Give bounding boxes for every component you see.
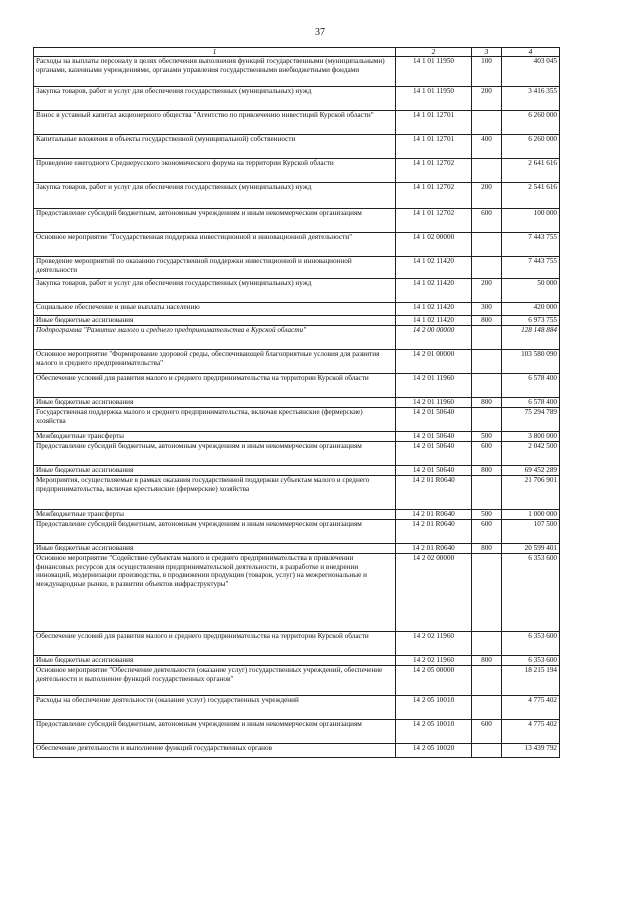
- table-row: [34, 476, 560, 510]
- row-code: 14 2 01 50640: [396, 432, 472, 442]
- row-name: Социальное обеспечение и иные выплаты населению: [34, 303, 396, 316]
- row-name: Обеспечение условий для развития малого и среднего предпринимательства на территории Курской области: [34, 632, 396, 656]
- table-row: [34, 87, 560, 111]
- row-code: 14 2 01 50640: [396, 442, 472, 466]
- table-row: [34, 466, 560, 476]
- row-name: Предоставление субсидий бюджетным, автономным учреждениям и иным некоммерческим организациям: [34, 442, 396, 466]
- row-sum: 21 706 901: [502, 476, 560, 510]
- row-name: Предоставление субсидий бюджетным, автономным учреждениям и иным некоммерческим организациям: [34, 720, 396, 744]
- row-code: 14 2 02 11960: [396, 632, 472, 656]
- row-name: Закупка товаров, работ и услуг для обеспечения государственных (муниципальных) нужд: [34, 279, 396, 303]
- row-sum: 6 578 400: [502, 398, 560, 408]
- table-row: [34, 374, 560, 398]
- row-code: 14 1 02 00000: [396, 233, 472, 257]
- budget-table: [33, 47, 560, 758]
- table-row: [34, 744, 560, 758]
- row-name: Иные бюджетные ассигнования: [34, 398, 396, 408]
- row-expense-type: 300: [472, 303, 502, 316]
- row-sum: 20 599 401: [502, 544, 560, 554]
- table-row: [34, 57, 560, 87]
- row-sum: 6 353 600: [502, 554, 560, 632]
- table-row: [34, 632, 560, 656]
- row-code: 14 2 01 11960: [396, 374, 472, 398]
- row-name: Иные бюджетные ассигнования: [34, 466, 396, 476]
- row-name: Капитальные вложения в объекты государственной (муниципальной) собственности: [34, 135, 396, 159]
- row-name: Подпрограмма "Развитие малого и среднего предпринимательства в Курской области": [34, 326, 396, 350]
- row-expense-type: [472, 476, 502, 510]
- row-code: 14 1 01 11950: [396, 57, 472, 87]
- row-sum: 6 260 000: [502, 111, 560, 135]
- row-expense-type: [472, 554, 502, 632]
- table-row: [34, 554, 560, 632]
- row-expense-type: 600: [472, 442, 502, 466]
- row-sum: 4 775 402: [502, 696, 560, 720]
- row-code: 14 2 01 00000: [396, 350, 472, 374]
- row-expense-type: 600: [472, 520, 502, 544]
- row-code: 14 1 02 11420: [396, 257, 472, 279]
- header-code: 2: [396, 48, 472, 57]
- row-code: 14 2 00 00000: [396, 326, 472, 350]
- row-expense-type: 200: [472, 183, 502, 209]
- row-sum: 420 000: [502, 303, 560, 316]
- table-row: [34, 326, 560, 350]
- table-row: [34, 183, 560, 209]
- row-code: 14 1 02 11420: [396, 303, 472, 316]
- table-row: [34, 111, 560, 135]
- row-sum: 6 353 600: [502, 632, 560, 656]
- row-sum: 4 775 402: [502, 720, 560, 744]
- table-row: [34, 442, 560, 466]
- table-row: [34, 544, 560, 554]
- row-code: 14 2 01 11960: [396, 398, 472, 408]
- row-sum: 2 541 616: [502, 183, 560, 209]
- row-expense-type: 500: [472, 432, 502, 442]
- row-sum: 6 353 600: [502, 656, 560, 666]
- row-name: Межбюджетные трансферты: [34, 432, 396, 442]
- row-name: Межбюджетные трансферты: [34, 510, 396, 520]
- row-code: 14 2 05 10020: [396, 744, 472, 758]
- row-sum: 7 443 755: [502, 257, 560, 279]
- row-code: 14 2 02 11960: [396, 656, 472, 666]
- row-name: Предоставление субсидий бюджетным, автономным учреждениям и иным некоммерческим организациям: [34, 520, 396, 544]
- table-row: [34, 257, 560, 279]
- table-row: [34, 303, 560, 316]
- row-code: 14 1 02 11420: [396, 279, 472, 303]
- row-code: 14 1 01 12702: [396, 159, 472, 183]
- table-row: [34, 510, 560, 520]
- row-sum: 2 641 616: [502, 159, 560, 183]
- row-name: Расходы на выплаты персоналу в целях обеспечения выполнения функций государственными (муниципальными) органами, казенными учреждениями, органами управления государственными внебюджетными фондами: [34, 57, 396, 87]
- table-row: [34, 432, 560, 442]
- row-name: Иные бюджетные ассигнования: [34, 544, 396, 554]
- table-row: [34, 398, 560, 408]
- row-name: Проведение ежегодного Среднерусского экономического форума на территории Курской области: [34, 159, 396, 183]
- table-row: [34, 656, 560, 666]
- row-sum: 3 800 000: [502, 432, 560, 442]
- row-code: 14 2 01 R0640: [396, 520, 472, 544]
- table-row: [34, 233, 560, 257]
- row-sum: 69 452 289: [502, 466, 560, 476]
- row-name: Иные бюджетные ассигнования: [34, 656, 396, 666]
- row-expense-type: [472, 696, 502, 720]
- row-code: 14 2 05 00000: [396, 666, 472, 696]
- row-expense-type: 200: [472, 87, 502, 111]
- table-row: [34, 696, 560, 720]
- table-row: [34, 720, 560, 744]
- row-expense-type: [472, 632, 502, 656]
- table-row: [34, 209, 560, 233]
- row-name: Государственная поддержка малого и среднего предпринимательства, включая крестьянские (фермерские) хозяйства: [34, 408, 396, 432]
- row-code: 14 2 01 R0640: [396, 544, 472, 554]
- row-expense-type: 800: [472, 544, 502, 554]
- table-body: [34, 57, 560, 758]
- row-name: Закупка товаров, работ и услуг для обеспечения государственных (муниципальных) нужд: [34, 87, 396, 111]
- row-sum: 6 973 755: [502, 316, 560, 326]
- page-number: 37: [315, 27, 325, 38]
- row-name: Закупка товаров, работ и услуг для обеспечения государственных (муниципальных) нужд: [34, 183, 396, 209]
- table-row: [34, 350, 560, 374]
- row-sum: 128 148 884: [502, 326, 560, 350]
- row-expense-type: [472, 350, 502, 374]
- row-code: 14 2 01 R0640: [396, 476, 472, 510]
- table-row: [34, 159, 560, 183]
- table-row: [34, 316, 560, 326]
- row-expense-type: [472, 408, 502, 432]
- row-expense-type: 800: [472, 316, 502, 326]
- row-sum: 6 260 000: [502, 135, 560, 159]
- row-name: Основное мероприятие "Формирование здоровой среды, обеспечивающей благоприятные условия для развития малого и среднего предпринимательства": [34, 350, 396, 374]
- row-expense-type: [472, 374, 502, 398]
- row-name: Обеспечение условий для развития малого и среднего предпринимательства на территории Курской области: [34, 374, 396, 398]
- row-expense-type: 200: [472, 279, 502, 303]
- table-row: [34, 666, 560, 696]
- row-sum: 18 215 194: [502, 666, 560, 696]
- row-sum: 403 045: [502, 57, 560, 87]
- row-expense-type: [472, 257, 502, 279]
- row-expense-type: [472, 744, 502, 758]
- row-expense-type: [472, 666, 502, 696]
- row-expense-type: 100: [472, 57, 502, 87]
- table-row: [34, 135, 560, 159]
- row-code: 14 2 01 50640: [396, 408, 472, 432]
- row-name: Взнос в уставный капитал акционерного общества "Агентство по привлечению инвестиций Курской области": [34, 111, 396, 135]
- row-code: 14 2 05 10010: [396, 696, 472, 720]
- row-sum: 2 042 500: [502, 442, 560, 466]
- row-name: Обеспечение деятельности и выполнение функций государственных органов: [34, 744, 396, 758]
- row-expense-type: [472, 326, 502, 350]
- row-expense-type: 800: [472, 398, 502, 408]
- row-sum: 50 000: [502, 279, 560, 303]
- row-name: Расходы на обеспечение деятельности (оказание услуг) государственных учреждений: [34, 696, 396, 720]
- row-sum: 13 439 792: [502, 744, 560, 758]
- table-header-row: [34, 48, 560, 57]
- table-row: [34, 279, 560, 303]
- row-code: 14 2 01 50640: [396, 466, 472, 476]
- table-row: [34, 408, 560, 432]
- row-expense-type: 800: [472, 656, 502, 666]
- row-expense-type: 600: [472, 720, 502, 744]
- row-code: 14 1 02 11420: [396, 316, 472, 326]
- row-name: Основное мероприятие "Государственная поддержка инвестиционной и инновационной деятельности": [34, 233, 396, 257]
- row-name: Предоставление субсидий бюджетным, автономным учреждениям и иным некоммерческим организациям: [34, 209, 396, 233]
- row-expense-type: 800: [472, 466, 502, 476]
- row-code: 14 1 01 12701: [396, 111, 472, 135]
- header-name: 1: [34, 48, 396, 57]
- row-expense-type: [472, 159, 502, 183]
- table-row: [34, 520, 560, 544]
- row-name: Иные бюджетные ассигнования: [34, 316, 396, 326]
- row-expense-type: 600: [472, 209, 502, 233]
- row-code: 14 1 01 12701: [396, 135, 472, 159]
- row-sum: 1 000 000: [502, 510, 560, 520]
- header-expense-type: 3: [472, 48, 502, 57]
- row-expense-type: 400: [472, 135, 502, 159]
- row-code: 14 1 01 12702: [396, 209, 472, 233]
- row-expense-type: 500: [472, 510, 502, 520]
- row-code: 14 2 02 00000: [396, 554, 472, 632]
- row-sum: 100 000: [502, 209, 560, 233]
- row-expense-type: [472, 233, 502, 257]
- row-code: 14 2 01 R0640: [396, 510, 472, 520]
- row-code: 14 1 01 11950: [396, 87, 472, 111]
- row-name: Мероприятия, осуществляемые в рамках оказания государственной поддержки субъектам малого и среднего предпринимательства, включая крестьянские (фермерские) хозяйства: [34, 476, 396, 510]
- row-sum: 3 416 355: [502, 87, 560, 111]
- row-sum: 7 443 755: [502, 233, 560, 257]
- row-code: 14 2 05 10010: [396, 720, 472, 744]
- row-sum: 75 294 789: [502, 408, 560, 432]
- row-sum: 103 580 090: [502, 350, 560, 374]
- row-sum: 6 578 400: [502, 374, 560, 398]
- row-name: Основное мероприятие "Обеспечение деятельности (оказание услуг) государственных учреждений, обеспечение деятельности и выполнение функций государственных органов": [34, 666, 396, 696]
- row-name: Основное мероприятие "Содействие субъектам малого и среднего предпринимательства в привлечении финансовых ресурсов для осуществления предпринимательской деятельности, в разработке и внедрении инноваций, модернизации производства, в продвижении продукции (товаров, услуг) на межрегиональные и международные рынки, в развитии объектов инфраструктуры": [34, 554, 396, 632]
- row-sum: 107 500: [502, 520, 560, 544]
- row-code: 14 1 01 12702: [396, 183, 472, 209]
- header-sum: 4: [502, 48, 560, 57]
- row-name: Проведение мероприятий по оказанию государственной поддержки инвестиционной и инновационной деятельности: [34, 257, 396, 279]
- row-expense-type: [472, 111, 502, 135]
